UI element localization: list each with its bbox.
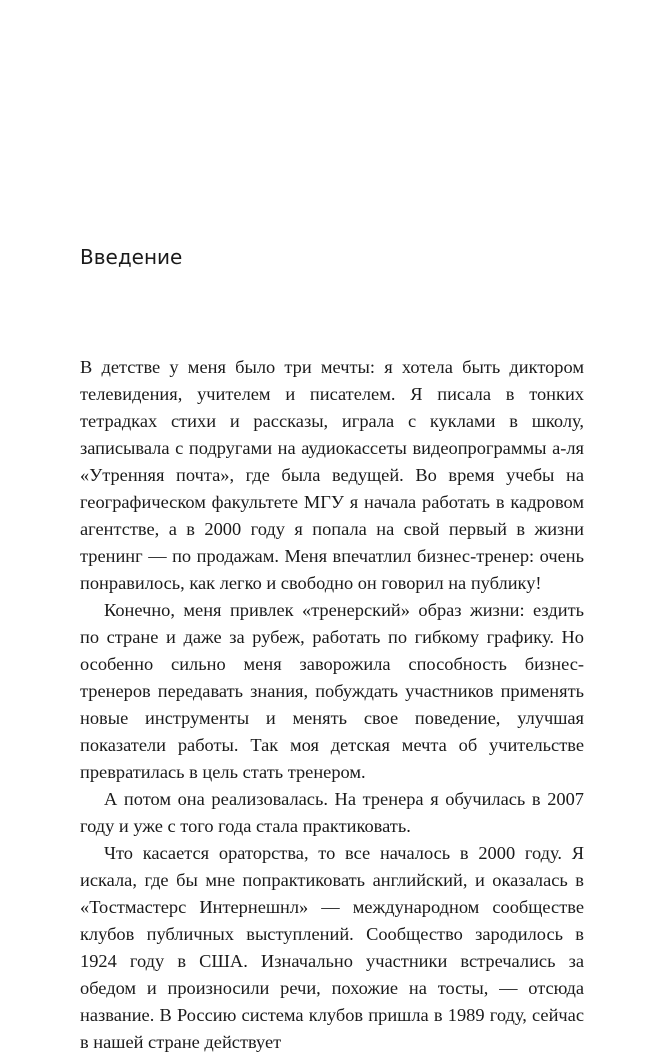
body-text — [80, 354, 584, 1056]
paragraph-2: Конечно, меня привлек «тренерский» образ жизни: ездить по стране и даже за рубеж, работать по гибкому графику. Но особенно сильно меня заворожила способность бизнес-тренеров передавать знания, побуждать участников применять новые инструменты и менять свое поведение, улучшая показатели работы. Так моя детская мечта об учительстве превратилась в цель стать тренером. — [80, 600, 584, 782]
chapter-title: Введение — [80, 245, 183, 269]
paragraph-1: В детстве у меня было три мечты: я хотела быть диктором телевидения, учителем и писателем. Я писала в тонких тетрадках стихи и рассказы, играла с куклами в школу, записывала с подругами на аудиокассеты видеопрограммы а-ля «Утренняя почта», где была ведущей. Во время учебы на географическом факультете МГУ я начала работать в кадровом агентстве, а в 2000 году я попала на свой первый в жизни тренинг — по продажам. Меня впечатлил бизнес-тренер: очень понравилось, как легко и свободно он говорил на публику! — [80, 357, 584, 593]
paragraph-3: А потом она реализовалась. На тренера я обучилась в 2007 году и уже с того года стала практиковать. — [80, 789, 584, 836]
paragraph-4: Что касается ораторства, то все началось в 2000 году. Я искала, где бы мне попрактиковать английский, и оказалась в «Тостмастерс Интернешнл» — международном сообществе клубов публичных выступлений. Сообщество зародилось в 1924 году в США. Изначально участники встречались за обедом и произносили речи, похожие на тосты, — отсюда название. В Россию система клубов пришла в 1989 году, сейчас в нашей стране действует — [80, 843, 584, 1052]
